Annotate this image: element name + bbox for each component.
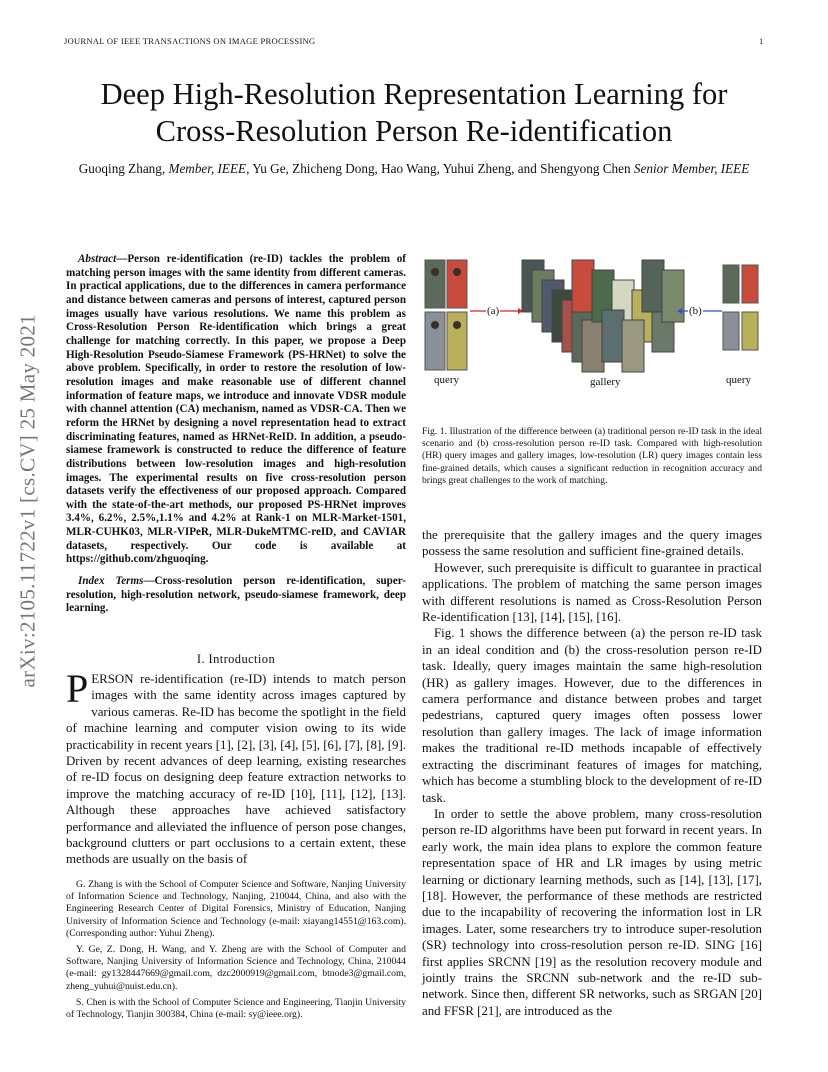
index-terms-text: —Cross-resolution person re-identification, super-resolution, high-resolution network, pseudo-siamese framework, deep learning. [66,575,406,615]
intro-text: re-identification (re-ID) intends to match person images with the same identity across images captured by various cameras. Re-ID has become the spotlight in the field of machine learning and computer vision owing to its wide practicability in recent years [1], [2], [3], [4], [5], [6], [7], [8], [9]. Driven by recent advances of deep learning, existing researches of re-ID focus on designing deep feature extraction networks to improve the matching accuracy of re-ID [10], [11], [12], [13]. Although these approaches have achieved satisfactory performance and alleviated the influence of person pose changes, background clutters or part occlusions to a certain extent, these methods are usually on the basis of [66,672,406,867]
author-list [70,160,758,177]
intro-paragraph [66,666,406,868]
index-terms [66,575,406,616]
drop-cap: P [66,666,89,711]
abstract-text: —Person re-identification (re-ID) tackles the problem of matching person images with the same identity from different cameras. In practical applications, due to the differences in camera performance and distance between cameras and persons of interest, captured person images usually have various resolutions. We name this problem as Cross-Resolution Person Re-identification which brings a great challenge for matching correctly. In this paper, we propose a Deep High-Resolution Pseudo-Siamese Framework (PS-HRNet) to solve the above problem. Specifically, in order to restore the resolution of low-resolution images and make reasonable use of different channel information of feature maps, we introduce and innovate VDSR module with channel attention (CA) mechanism, named as VDSR-CA. Then we reform the HRNet by designing a novel representation head to extract discriminating features, named as HRNet-ReID. In addition, a pseudo-siamese framework is constructed to reduce the difference of feature distributions between low-resolution images and high-resolution images. The experimental results on five cross-resolution person datasets verify the effectiveness of our proposed approach. Compared with the state-of-the-art methods, our proposed PS-HRNet improves 3.4%, 6.2%, 2.5%,1.1% and 4.2% at Rank-1 on MLR-Market-1501, MLR-CUHK03, MLR-VIPeR, MLR-DukeMTMC-reID, and CAVIAR datasets, respectively. Our code is available at https://github.com/zhguoqing. [66,253,406,566]
right-paragraph-3: Fig. 1 shows the difference between (a) the person re-ID task in an ideal condition and (b) the cross-resolution person re-ID task. Ideally, query images maintain the same high-resolution (HR) as gallery images. However, due to the differences in camera performance and distance between probes and target pedestrians, captured query images often possess lower resolution than gallery images. The lack of image information makes the traditional re-ID methods incapable of effectively extracting the discriminant features of images for matching, which has become a stumbling block to the development of re-ID task. [422,626,762,805]
footnote-2: Y. Ge, Z. Dong, H. Wang, and Y. Zheng are with the School of Computer and Software, Nanjing University of Information Science and Technology, China, 210044 (e-mail: gy1328447669@gmail.com, dzc2000919@gmail.com, btnode3@gmail.com, zheng_yuhui@nuist.edu.cn). [66,944,406,992]
footnote-1: G. Zhang is with the School of Computer Science and Software, Nanjing University of Information Science and Technology, Nanjing, 210044, China, and also with the Engineering Research Center of Digital Forensics, Ministry of Education, Nanjing University of Information Science and Technology (e-mail: xiayang14551@163.com). (Corresponding author: Yuhui Zheng). [66,879,406,939]
author-member-1: Member, IEEE, [168,161,250,176]
gallery-images [522,260,684,372]
right-paragraph-4: In order to settle the above problem, many cross-resolution person re-ID algorithms have been put forward in recent years. In early work, the main idea plans to explore the common feature representation space of HR and LR images by using metric learning or dictionary learning methods, such as [14], [13], [17], [18]. However, the performance of these methods are restricted due to the incapability of recovering the information lost in LR images. Later, some researchers try to introduce super-resolution (SR) technology into cross-resolution person re-ID. SING [16] first applies SRCNN [19] as the resolution recovery module and jointly trains the SRCNN sub-network and the re-ID sub-network. Since then, different SR networks, such as SRGAN [20] and FFSR [21], are introduced as the [422,806,762,1018]
right-paragraph-1: the prerequisite that the gallery images and the query images possess the same resolution and sufficient fine-grained details. [422,528,762,559]
section-heading-introduction: I. Introduction [196,652,276,666]
query-lr-images [723,265,758,350]
figure-query-right: query [726,374,752,386]
figure-query-left: query [434,374,460,386]
figure-gallery: gallery [590,376,621,388]
intro-first-word: ERSON [91,672,134,686]
author-member-2: Senior Member, IEEE [633,161,750,176]
left-column [66,253,406,616]
caption-text: Fig. 1. Illustration of the difference between (a) traditional person re-ID task in the ideal scenario and (b) cross-resolution person re-ID task. Compared with high-resolution (HR) query images and gallery images, low-resolution (LR) query images contain less fine-grained details, which causes a significant reduction in recognition accuracy and brings great challenges to the work of matching. [422,426,762,486]
paper-title [40,76,788,150]
footnote-3: S. Chen is with the School of Computer Science and Engineering, Tianjin University of Technology, Tianjin 300384, China (e-mail: sy@ieee.org). [66,996,406,1021]
figure-1-caption [422,426,762,487]
author-names-2: Yu Ge, Zhicheng Dong, Hao Wang, Yuhui Zheng, and Shengyong Chen [249,161,634,176]
query-hr-images [425,260,467,370]
right-paragraph-2: However, such prerequisite is difficult to guarantee in practical applications. The problem of matching the same person images with different resolutions is named as Cross-Resolution Person Re-identification [13], [14], [15], [16]. [422,560,762,625]
right-column [422,527,762,1019]
author-names-1: Guoqing Zhang, [78,161,169,176]
figure-1 [420,250,765,400]
abstract-label: Abstract [78,253,117,265]
arxiv-identifier: arXiv:2105.11722v1 [cs.CV] 25 May 2021 [15,314,40,688]
title-line-1: Deep High-Resolution Representation Learning for [100,77,728,111]
footnotes [66,879,406,1021]
figure-label-b: (b) [689,305,702,317]
index-terms-label: Index Terms [78,575,144,588]
figure-label-a: (a) [487,305,500,317]
journal-header: JOURNAL OF IEEE TRANSACTIONS ON IMAGE PROCESSING [64,36,316,46]
abstract [66,253,406,567]
title-line-2: Cross-Resolution Person Re-identification [155,114,673,148]
page-number: 1 [759,36,764,46]
